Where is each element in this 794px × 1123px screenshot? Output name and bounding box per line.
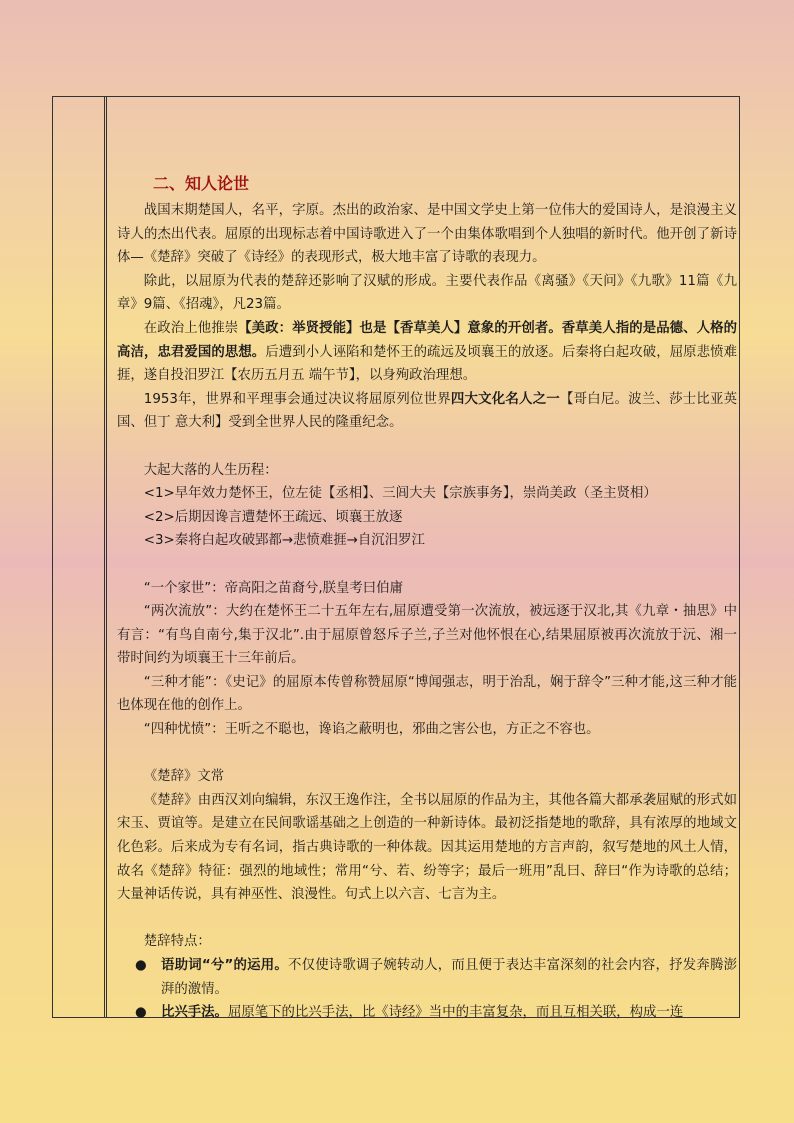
intro-paragraph (117, 270, 737, 317)
life-item: <2>后期因谗言遭楚怀王疏远、顷襄王放逐 (143, 509, 403, 525)
fact-paragraph: “三种才能”：《史记》的屈原本传曾称赞屈原“博闻强志，明于治乱，娴于辞令”三种才能,这三种才能也体现在他的创作上。 (117, 674, 737, 714)
section-title: 二、知人论世 (153, 174, 250, 193)
text-segment: 后遭到小人诬陷和楚怀王的疏远及顷襄王的放逐。后秦将白起攻破，屈原悲愤难捱，遂自投汨罗江【农历五月五 端午节】，以身殉政治理想。 (117, 344, 738, 384)
bold-text: 【美政：举贤授能】也是【香草美人】意象的开创者。香草美人指的是品德、人格的高洁，忠君爱国的思想。 (117, 320, 737, 360)
intro-paragraph (117, 317, 737, 388)
table-content-cell (117, 171, 737, 1025)
bullet-icon: ● (135, 958, 147, 973)
table-left-column (53, 97, 107, 1017)
feature-item (117, 954, 737, 1001)
text-segment: 在政治上他推崇 (143, 320, 239, 336)
fact-paragraph: “两次流放”：大约在楚怀王二十五年左右,屈原遭受第一次流放，被远逐于汉北,其《九章・抽思》中有言：“有鸟自南兮,集于汉北”.由于屈原曾怒斥子兰,子兰对他怀恨在心,结果屈原被再次流放于沅、湘一带时间约为顷襄王十三年前后。 (117, 604, 737, 667)
text-segment: 战国末期楚国人，名平，字原。杰出的政治家、是中国文学史上第一位伟大的爱国诗人，是浪漫主义诗人的杰出代表。屈原的出现标志着中国诗歌进入了一个由集体歌唱到个人独唱的新时代。他开创了新诗体—《楚辞》突破了《诗经》的表现形式，极大地丰富了诗歌的表现力。 (117, 203, 737, 266)
life-item: <1>早年效力楚怀王，位左徒【丞相】、三闾大夫【宗族事务】，崇尚美政（圣主贤相） (143, 486, 657, 502)
document-table (52, 96, 740, 1021)
chuci-heading: 《楚辞》文常 (143, 769, 225, 785)
text-segment: 1953年，世界和平理事会通过决议将屈原列位世界 (143, 391, 451, 407)
chuci-paragraph: 《楚辞》由西汉刘向编辑，东汉王逸作注，全书以屈原的作品为主，其他各篇大都承袭屈赋的形式如宋玉、贾谊等。是建立在民间歌谣基础之上创造的一种新诗体。最初泛指楚地的歌辞，具有浓厚的地域文化色彩。后来成为专有名词，指古典诗歌的一种体裁。因其运用楚地的方言声韵，叙写楚地的风土人情，故名《楚辞》特征：强烈的地域性；常用“兮、若、纷等字；最后一班用”乱曰、辞曰“作为诗歌的总结；大量神话传说，具有神巫性、浪漫性。句式上以六言、七言为主。 (117, 792, 737, 903)
intro-paragraph (117, 199, 737, 270)
intro-section (117, 199, 737, 435)
features-heading: 楚辞特点： (143, 934, 211, 950)
fact-paragraph: “一个家世”：帝高阳之苗裔兮,朕皇考曰伯庸 (143, 580, 403, 596)
feature-title: 语助词“兮”的运用。 (161, 958, 288, 973)
text-segment: 除此，以屈原为代表的楚辞还影响了汉赋的形成。主要代表作品《离骚》《天问》《九歌》11篇《九章》9篇、《招魂》，凡23篇。 (117, 273, 737, 313)
feature-text: 屈原笔下的比兴手法，比《诗经》当中的丰富复杂，而且互相关联，构成一连 (227, 1005, 684, 1021)
life-item: <3>秦将白起攻破郢都→悲愤难捱→自沉汨罗江 (143, 533, 425, 549)
feature-title: 比兴手法。 (161, 1005, 228, 1021)
features-list (117, 954, 737, 1025)
text-segment: 【哥白尼。波兰、莎士比亚英国、但丁 意大利】受到全世界人民的隆重纪念。 (117, 391, 738, 431)
bullet-icon: ● (135, 1005, 147, 1021)
life-heading: 大起大落的人生历程： (143, 462, 278, 478)
fact-paragraph: “四种忧愤”：王听之不聪也，谗谄之蔽明也，邪曲之害公也，方正之不容也。 (143, 722, 600, 738)
feature-item (117, 1001, 737, 1025)
bold-text: 四大文化名人之一 (450, 391, 560, 407)
intro-paragraph (117, 388, 737, 435)
feature-text: 不仅使诗歌调子婉转动人，而且便于表达丰富深刻的社会内容，抒发奔腾澎湃的激情。 (161, 958, 737, 997)
